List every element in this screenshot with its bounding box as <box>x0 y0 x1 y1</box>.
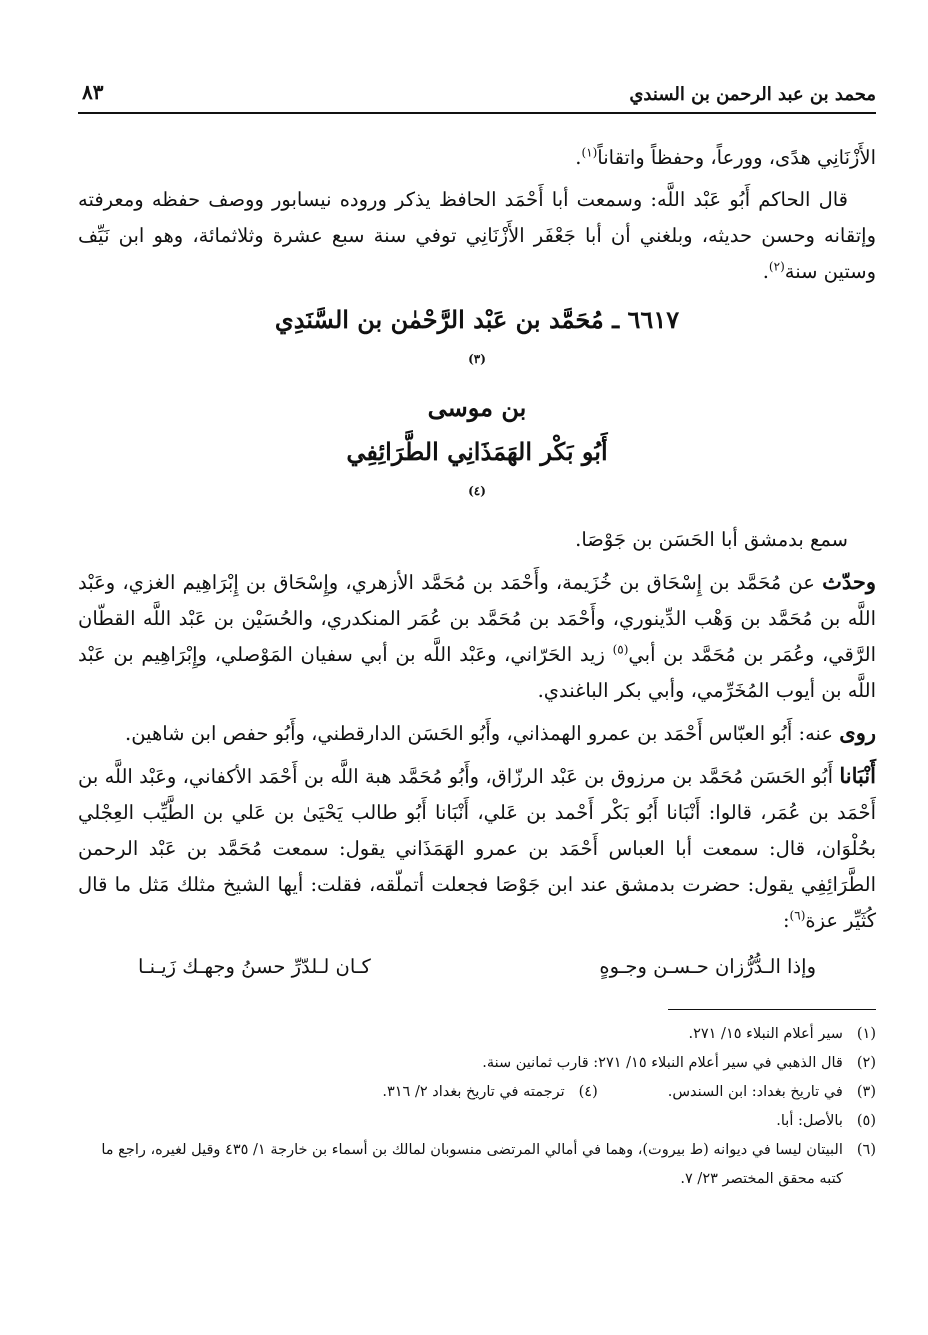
footnote-ref: (٢) <box>768 259 785 274</box>
footnote-text: ترجمته في تاريخ بغداد ٢/ ٣١٦. <box>382 1084 565 1100</box>
footnote-ref: (٥) <box>612 642 629 657</box>
footnote-ref: (١) <box>581 145 598 160</box>
entry-heading <box>78 298 876 518</box>
paragraph: سمع بدمشق أبا الحَسَن بن جَوْصَا. <box>575 528 848 551</box>
paragraph-lead-word: روى <box>839 720 876 745</box>
paragraph-lead-word: وحدّث <box>822 569 876 594</box>
footnote-number: (٥) <box>856 1113 876 1129</box>
paragraph-text: قال الحاكم أَبُو عَبْد اللَّه: وسمعت أبا أَحْمَد الحافظ يذكر وروده نيسابور ووصف حفظه ومعرفته وإتقانه وحسن حديثه، وبلغني أن أبا جَعْفَر الأَزْنَانِي توفي سنة سبع عشرة وثلاثمائة، وهو ابن نَيِّف وستين سنة <box>78 188 876 283</box>
footnote <box>78 1136 876 1194</box>
entry-heading-text: أَبُو بَكْر الهَمَذَانِي الطَّرَائِفِي <box>346 437 608 466</box>
footnote <box>78 1107 876 1136</box>
footnote-ref: (٣) <box>468 352 486 366</box>
footnote <box>78 1020 876 1049</box>
body-text <box>78 140 876 985</box>
paragraph-end: : <box>782 909 790 932</box>
paragraph <box>78 564 876 709</box>
footnote-inline-second <box>382 1078 597 1107</box>
footnote-number: (٢) <box>856 1055 876 1071</box>
paragraph <box>78 715 876 752</box>
footnote-text: سير أعلام النبلاء ١٥/ ٢٧١. <box>688 1026 843 1042</box>
page-number: ٨٣ <box>82 80 104 104</box>
poetry-verse <box>78 949 876 985</box>
verse-second-hemistich: كـان لـلدّرِّ حسنُ وجهـك زَيـنـا <box>138 955 371 978</box>
paragraph-text: أَبُو الحَسَن مُحَمَّد بن مرزوق بن عَبْد الرزّاق، وأَبُو مُحَمَّد هبة اللَّه بن أَحْمَد الأكفاني، وعَبْد اللَّه بن أَحْمَد بن عُمَر، قالوا: أَنْبَانا أَبُو بَكْر أَحْمد بن عَلي، أَنْبَانا أَبُو طالب يَحْيَىٰ بن عَلي بن الطَّيِّب العِجْلي بحُلْوَان، قال: سمعت أبا العباس أَحْمَد بن عمرو الهَمَذَاني يقول: سمعت مُحَمَّد بن عَبْد الرحمن الطَّرَائِفِي يقول: حضرت بدمشق عند ابن جَوْصَا فجعلت أتملّقه، فقلت: أيها الشيخ مثلك مَثل ما قال كُثَيِّر عزة <box>78 765 876 932</box>
footnote <box>78 1049 876 1078</box>
paragraph <box>78 182 876 290</box>
entry-heading-line-2 <box>78 430 876 518</box>
paragraph-end: . <box>575 146 582 169</box>
footnotes <box>78 1020 876 1194</box>
footnote-number: (٣) <box>856 1084 876 1100</box>
footnote-text: بالأصل: أبا. <box>776 1113 843 1129</box>
entry-heading-line-1 <box>78 298 876 430</box>
footnote-number: (٦) <box>856 1142 876 1158</box>
paragraph-text: عن مُحَمَّد بن إِسْحَاق بن خُزَيمة، وأَحْمَد بن مُحَمَّد الأزهري، وإِسْحَاق بن إِبْرَاهِيم الغزي، وعَبْد اللَّه بن مُحَمَّد بن وَهْب الدِّينوري، وأَحْمَد بن مُحَمَّد بن عُمَر المنكدري، والحُسَيْن بن عَبْد اللَّه القطّان الرَّقي، وعُمَر بن مُحَمَّد بن أبي <box>78 571 877 666</box>
footnote-number: (٤) <box>578 1084 598 1100</box>
paragraph-lead-word: أَنْبَانا <box>839 763 876 788</box>
entry-heading-text: ٦٦١٧ ـ مُحَمَّد بن عَبْد الرَّحْمٰن بن السَّنَدِي <box>274 305 680 334</box>
book-page <box>78 70 876 1315</box>
footnote-divider <box>668 1009 876 1010</box>
footnote-ref: (٤) <box>468 484 486 498</box>
running-header <box>78 70 876 114</box>
footnote-text: قال الذهبي في سير أعلام النبلاء ١٥/ ٢٧١: قارب ثمانين سنة. <box>482 1055 843 1071</box>
verse-first-hemistich: وإذا الـدُّرُّزان حـسـن وجـوهٍ <box>599 955 816 978</box>
footnote <box>78 1078 876 1107</box>
paragraph-text: عنه: أَبُو العبّاس أَحْمَد بن عمرو الهمذاني، وأَبُو الحَسَن الدارقطني، وأَبُو حفص ابن شاهين. <box>125 722 840 745</box>
header-title: محمد بن عبد الرحمن بن السندي <box>629 84 876 105</box>
paragraph <box>78 140 876 176</box>
paragraph-text: زيد الحَرّاني، وعَبْد اللَّه بن أبي سفيان المَوْصلي، وإِبْرَاهِيم بن عَبْد اللَّه بن أيوب المُخَرِّمي، وأبي بكر الباغندي. <box>78 643 876 702</box>
paragraph-text: الأَزْنَانِي هدًى، وورعاً، وحفظاً واتقاناً <box>597 146 876 169</box>
entry-heading-text: بن موسى <box>427 393 527 422</box>
footnote-text: البيتان ليسا في ديوانه (ط بيروت)، وهما في أمالي المرتضى منسوبان لمالك بن أسماء بن خارجة ١/ ٤٣٥ وقيل لغيره، راجع ما كتبه محقق المختصر ٢٣/ ٧. <box>101 1142 843 1187</box>
footnote-number: (١) <box>856 1026 876 1042</box>
paragraph <box>78 758 876 939</box>
paragraph-end: . <box>762 260 769 283</box>
footnote-ref: (٦) <box>789 908 806 923</box>
footnote-text: في تاريخ بغداد: ابن السندس. <box>667 1084 843 1100</box>
